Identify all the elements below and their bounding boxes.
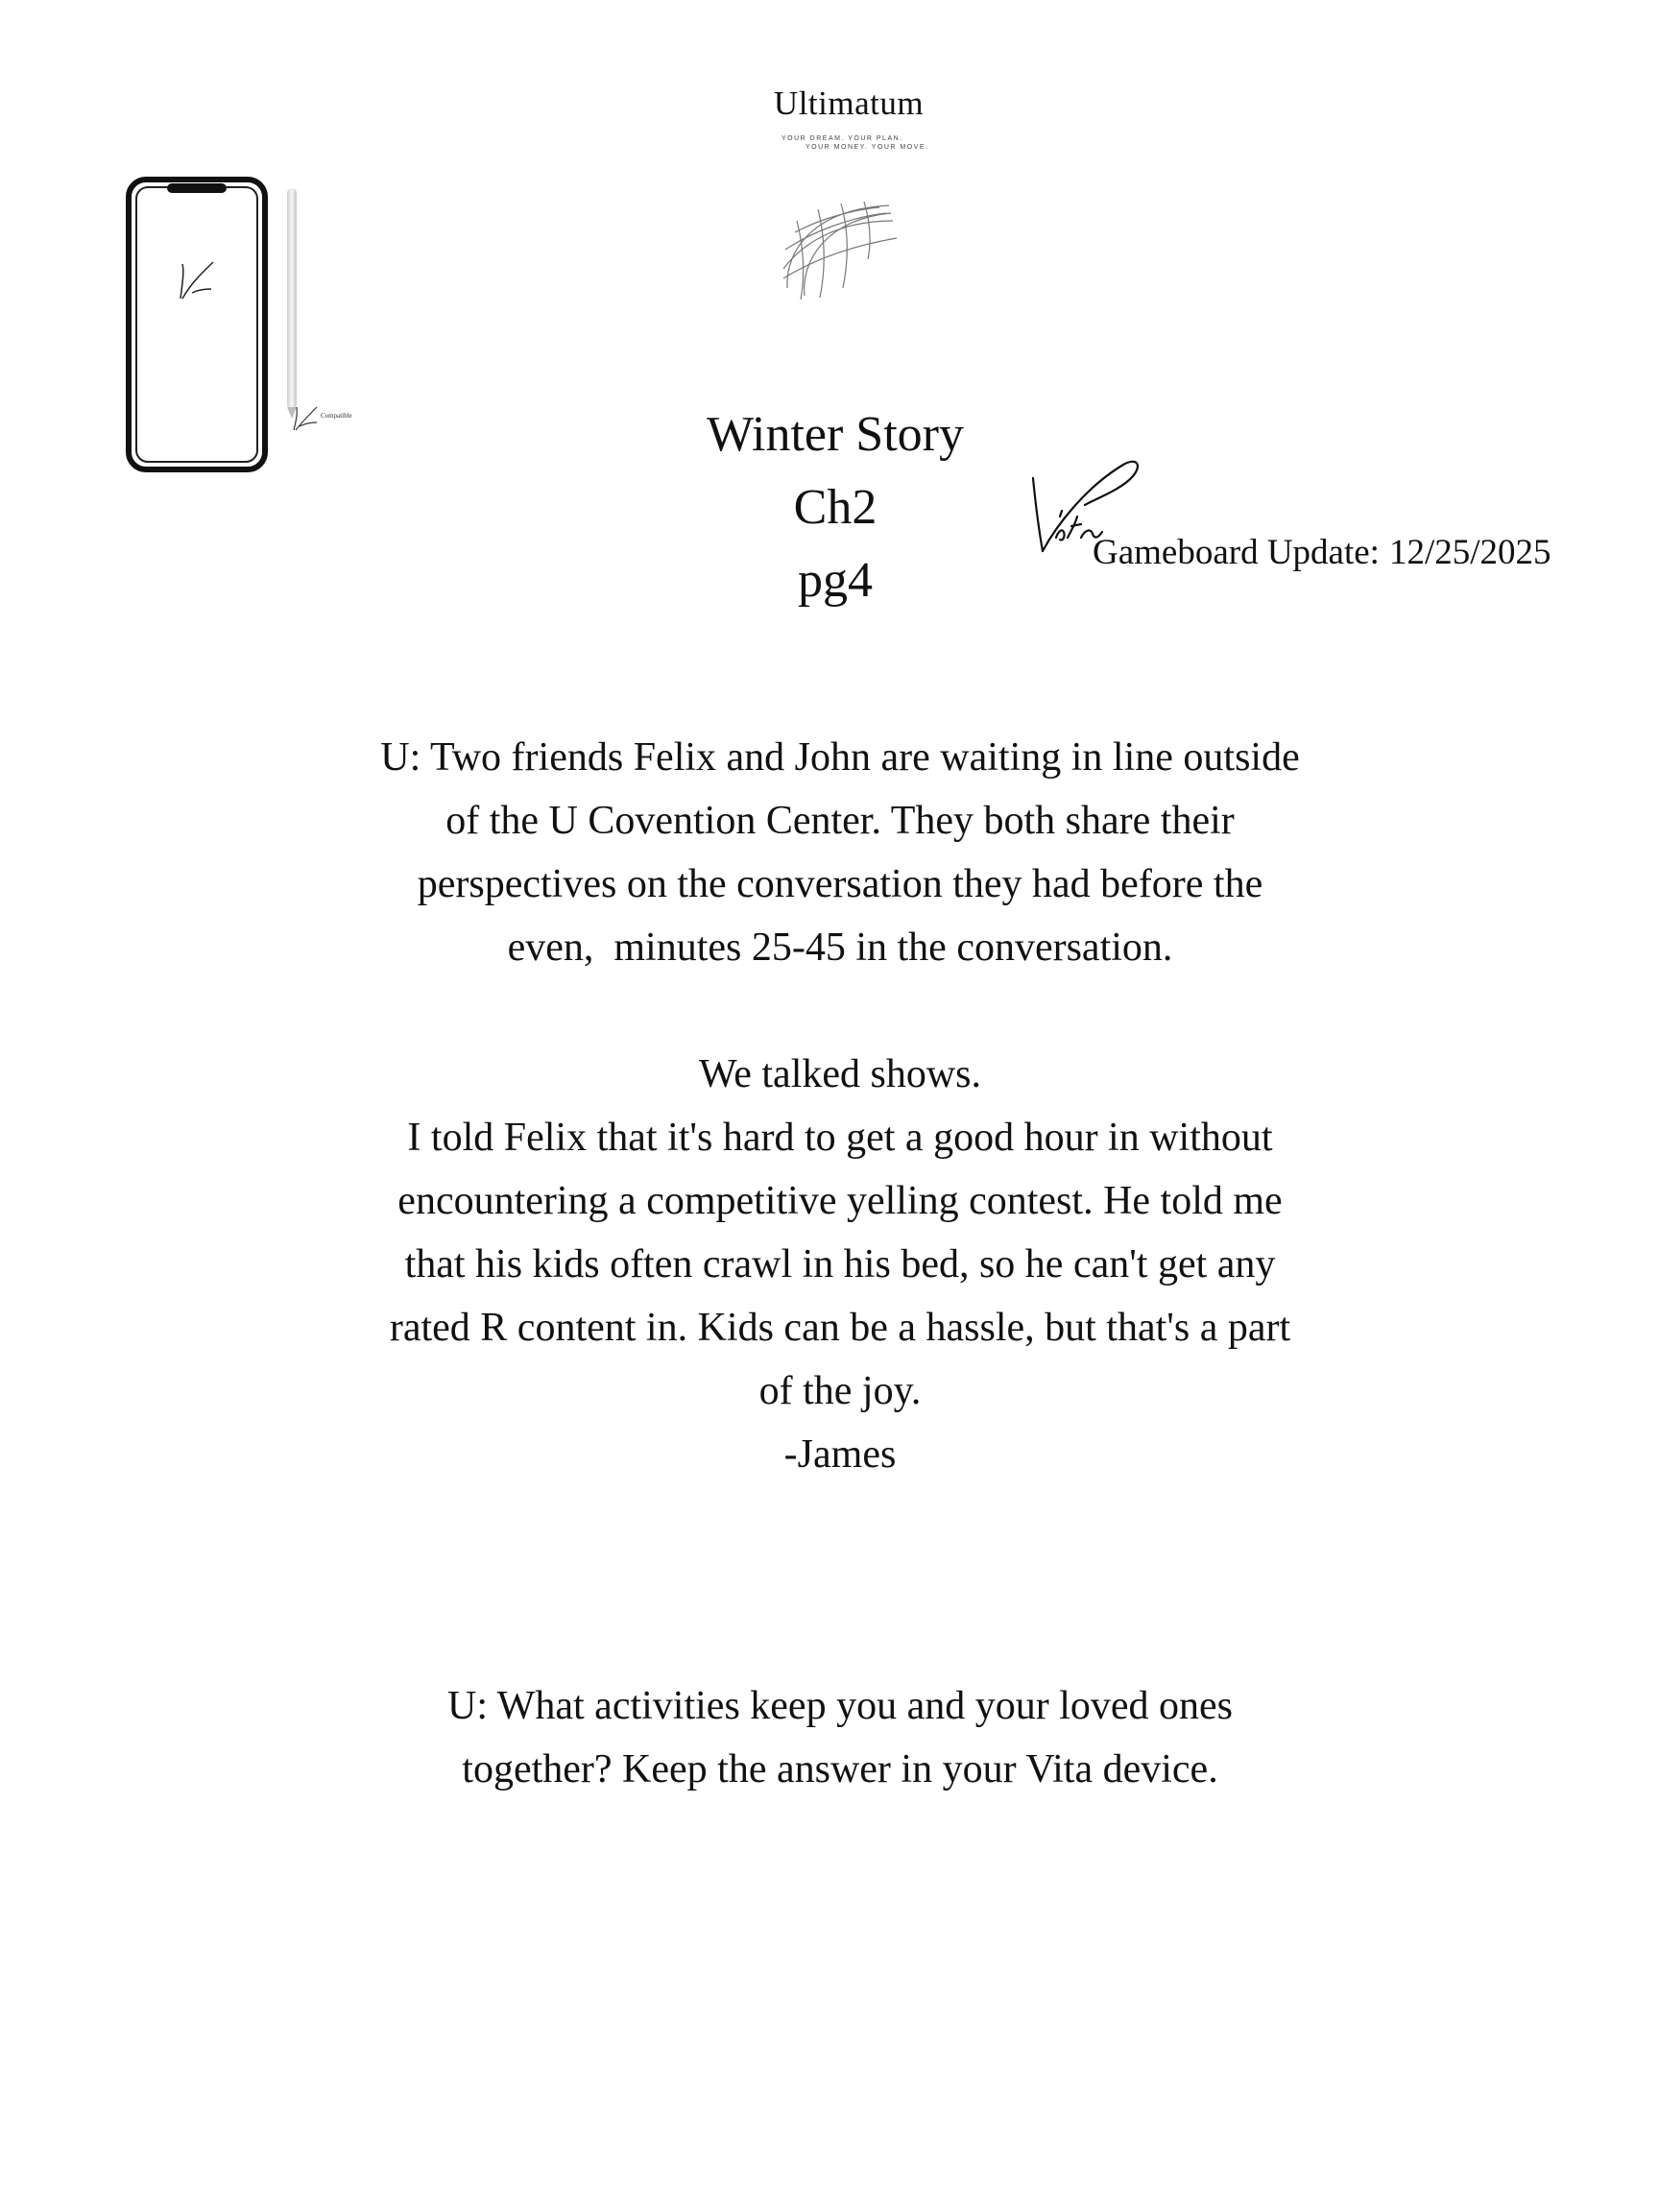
prompt-line: together? Keep the answer in your Vita device. <box>462 1747 1218 1791</box>
story-line: encountering a competitive yelling contest. He told me <box>397 1179 1283 1223</box>
story-line: We talked shows. <box>698 1052 982 1096</box>
intro-line: perspectives on the conversation they had before the <box>417 862 1263 906</box>
story-line: that his kids often crawl in his bed, so he can't get any <box>404 1242 1276 1286</box>
prompt-line: U: What activities keep you and your loved ones <box>446 1684 1233 1728</box>
story-page: pg4 <box>798 553 873 608</box>
intro-line: U: Two friends Felix and John are waiting in line outside <box>380 735 1300 780</box>
globe-icon <box>776 192 901 302</box>
update-date: 12/25/2025 <box>1388 533 1551 572</box>
brand-title: Ultimatum <box>773 84 925 122</box>
story-line: I told Felix that it's hard to get a good hour in without <box>407 1116 1273 1160</box>
brand-tagline <box>733 134 964 152</box>
tagline-line-1: YOUR DREAM. YOUR PLAN. <box>781 135 903 142</box>
gameboard-update <box>1093 532 1551 573</box>
compatible-label: Compatible <box>321 412 352 420</box>
story-paragraph <box>288 1043 1392 1486</box>
story-title: Winter Story <box>707 407 964 462</box>
vita-mini-signature-icon <box>290 401 319 434</box>
phone-with-stylus-icon <box>125 176 269 473</box>
story-line: of the joy. <box>758 1369 922 1413</box>
update-label: Gameboard Update: <box>1093 533 1380 572</box>
intro-line: even, minutes 25-45 in the conversation. <box>507 926 1173 970</box>
prompt-paragraph <box>288 1674 1392 1801</box>
vita-compatible-badge <box>290 401 376 434</box>
story-heading <box>576 398 1094 617</box>
story-author: -James <box>783 1432 897 1477</box>
story-line: rated R content in. Kids can be a hassle, but that's a part <box>389 1306 1291 1350</box>
story-chapter: Ch2 <box>793 480 878 535</box>
brand-header <box>733 83 964 152</box>
intro-line: of the U Covention Center. They both share their <box>445 799 1235 843</box>
stylus-icon <box>284 188 300 419</box>
tagline-line-2: YOUR MONEY. YOUR MOVE. <box>805 144 929 151</box>
intro-paragraph <box>288 726 1392 979</box>
